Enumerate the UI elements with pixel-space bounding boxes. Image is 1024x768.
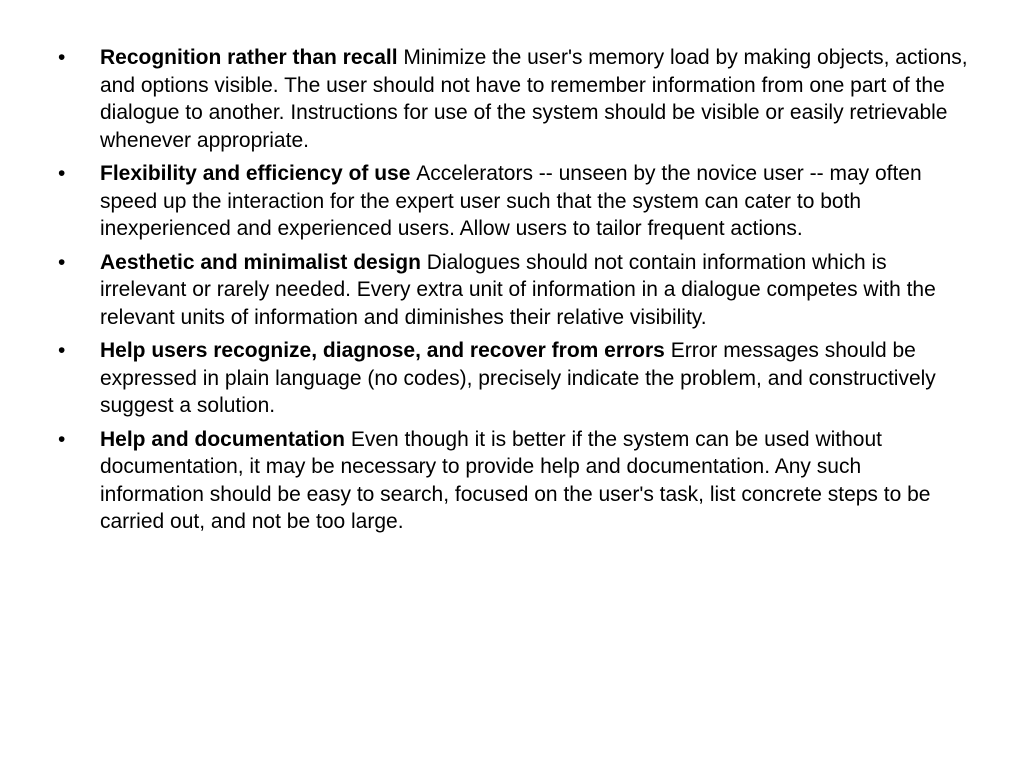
- bullet-icon: •: [58, 427, 66, 451]
- bullet-text: Even though it is better if the system can be used without documentation, it may be necessary to provide help and documentation. Any such information should be easy to search, focused on the user's task, list concrete steps to be carried out, and not be too large.: [100, 427, 931, 533]
- bullet-item-recognition: [58, 44, 968, 154]
- bullet-icon: •: [58, 162, 66, 185]
- bullet-item-flexibility: [58, 160, 968, 243]
- bullet-text: Dialogues should not contain information which is irrelevant or rarely needed. Every extra unit of information in a dialogue competes with the relevant units of information and diminishes their relative visibility.: [100, 250, 936, 329]
- bullet-title: Help and documentation: [100, 427, 351, 451]
- bullet-text: Accelerators -- unseen by the novice user -- may often speed up the interaction for the expert user such that the system can cater to both inexperienced and experienced users. Allow users to tailor frequent actions.: [100, 162, 922, 240]
- bullet-icon: •: [58, 46, 66, 69]
- bullet-title: Aesthetic and minimalist design: [100, 250, 427, 274]
- heuristics-bullet-list: [58, 44, 968, 542]
- bullet-text: Minimize the user's memory load by making objects, actions, and options visible. The user should not have to remember information from one part of the dialogue to another. Instructions for use of the system should be visible or easily retrievable whenever appropriate.: [100, 46, 968, 152]
- bullet-title: Help users recognize, diagnose, and recover from errors: [100, 339, 671, 362]
- bullet-title: Recognition rather than recall: [100, 46, 404, 69]
- bullet-item-aesthetic: [58, 249, 968, 332]
- bullet-item-help: [58, 426, 968, 536]
- bullet-icon: •: [58, 250, 66, 274]
- bullet-item-errors: [58, 337, 968, 420]
- bullet-icon: •: [58, 339, 66, 362]
- bullet-title: Flexibility and efficiency of use: [100, 162, 417, 185]
- bullet-text: Error messages should be expressed in plain language (no codes), precisely indicate the problem, and constructively suggest a solution.: [100, 339, 936, 417]
